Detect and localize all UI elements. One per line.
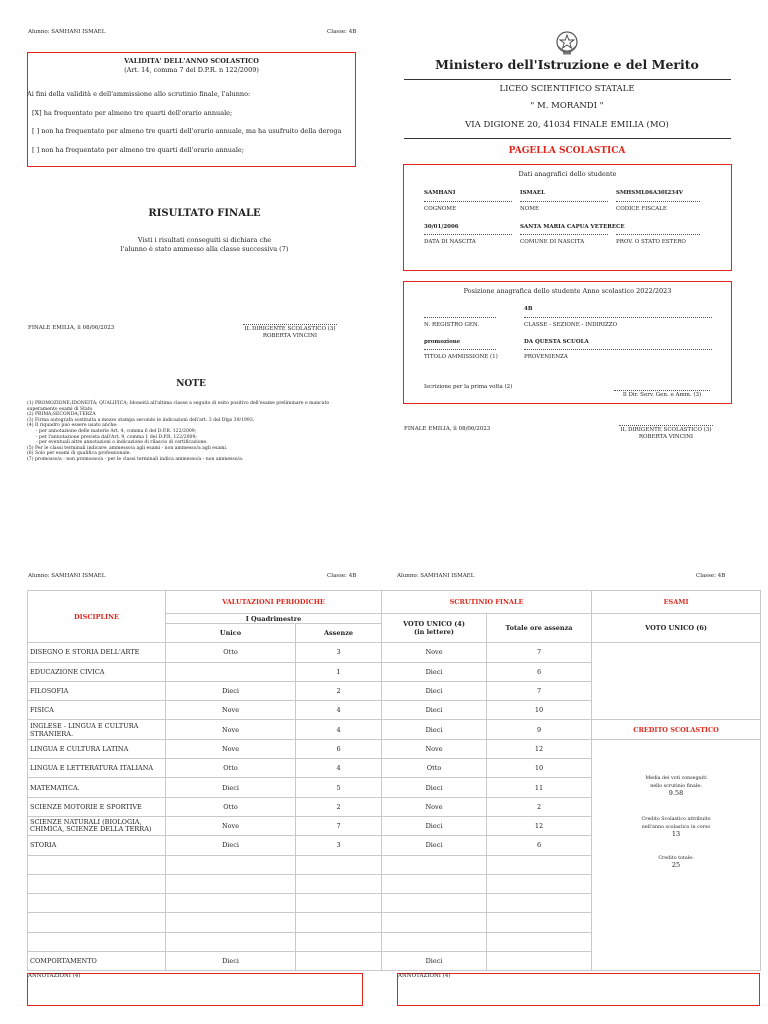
final-result-line-2: l'alunno è stato ammesso alla classe successiva (7): [120, 245, 289, 253]
absence-hours-cell: 7: [487, 643, 592, 662]
report-card-title: PAGELLA SCOLASTICA: [508, 146, 626, 156]
credit-header: CREDITO SCOLASTICO: [592, 720, 761, 739]
single-grade-cell: Otto: [166, 797, 296, 816]
dsga-signature-label: Il Dir. Serv. Gen. e Amm. (3): [622, 392, 702, 398]
note-line: (5) Per le classi terminali indicare: ammesso/a agli esami - non ammesso/a agli esami.: [27, 445, 228, 451]
subjects-header: DISCIPLINE: [28, 591, 166, 643]
credit-total-value: 25: [671, 860, 681, 869]
absence-hours-cell: 10: [487, 701, 592, 720]
principal-title-right: IL DIRIGENTE SCOLASTICO (3): [620, 427, 712, 433]
subject-cell: LINGUA E CULTURA LATINA: [28, 739, 166, 758]
class-top-left: Classe: 4B: [327, 29, 357, 35]
subject-cell: LINGUA E LETTERATURA ITALIANA: [28, 759, 166, 778]
absences-cell: 1: [296, 662, 382, 681]
admission-value: promozione: [424, 339, 461, 345]
table-row: [28, 643, 761, 662]
personal-data-title: Dati anagrafici dello studente: [518, 170, 617, 178]
birth-city-label: COMUNE DI NASCITA: [520, 239, 585, 245]
exams-header: ESAMI: [592, 591, 761, 614]
final-vote-cell: Dieci: [382, 836, 487, 855]
absences-cell: 4: [296, 720, 382, 739]
note-line: - per l'annotazione prevista dall'Art. 9, comma 1 del D.P.R. 122/2009;: [36, 434, 197, 440]
exam-grade-cell: [592, 643, 761, 720]
conduct-final-vote-cell: Dieci: [382, 952, 487, 971]
registry-number-label: N. REGISTRO GEN.: [424, 322, 480, 328]
grades-table: [27, 590, 761, 971]
personal-data-box: [403, 164, 732, 271]
note-line: - per annotazione delle materie Art. 4, comma 6 del D.P.R. 122/2009;: [36, 428, 197, 434]
conduct-subject-cell: COMPORTAMENTO: [28, 952, 166, 971]
republic-emblem-icon: [555, 30, 579, 56]
single-grade-cell: Otto: [166, 759, 296, 778]
absence-hours-cell: 12: [487, 816, 592, 835]
final-result-line-1: Visti i risultati conseguiti si dichiara che: [137, 236, 272, 244]
conduct-absence-hours-cell: [487, 952, 592, 971]
periodic-header: VALUTAZIONI PERIODICHE: [166, 591, 382, 614]
absences-header: Assenze: [296, 624, 382, 643]
note-line: (1) PROMOZIONE;IDONEITÀ; QUALIFICA; Idoneità all'ultima classe a seguito di esito positivo dell'esame preliminare e mancato: [27, 401, 330, 406]
principal-name-left: ROBERTA VINCINI: [262, 333, 318, 339]
annotations-label-left: ANNOTAZIONI (4): [28, 973, 81, 979]
validity-option-1: [X] ha frequentato per almeno tre quarti dell'orario annuale;: [32, 109, 233, 117]
credit-details-cell: [592, 739, 761, 971]
credit-attributed-label-1: Credito Scolastico attribuito: [641, 816, 711, 822]
conduct-single-grade-cell: Dieci: [166, 952, 296, 971]
note-line: (7) promosso/a - non promosso/a - per le classi terminali indica ammesso/a - non ammesso/a.: [27, 456, 244, 462]
single-grade-cell: Otto: [166, 643, 296, 662]
term-header: I Quadrimestre: [166, 614, 382, 624]
absences-cell: 3: [296, 836, 382, 855]
subject-cell: STORIA: [28, 836, 166, 855]
notes-title: NOTE: [176, 379, 206, 389]
origin-value: DA QUESTA SCUOLA: [524, 339, 589, 345]
final-vote-cell: Nove: [382, 643, 487, 662]
student-name-bottom-left: Alunno: SAMHANI ISMAEL: [28, 573, 106, 579]
single-grade-cell: Dieci: [166, 681, 296, 700]
validity-intro: Ai fini della validità e dell'ammissione allo scrutinio finale, l'alunno:: [27, 90, 251, 98]
principal-name-right: ROBERTA VINCINI: [638, 434, 694, 440]
absence-hours-cell: 2: [487, 797, 592, 816]
school-name: " M. MORANDI ": [530, 101, 604, 111]
origin-label: PROVENIENZA: [524, 354, 568, 360]
conduct-absences-cell: [296, 952, 382, 971]
name-value: ISMAEL: [520, 190, 545, 196]
surname-value: SAMHANI: [424, 190, 456, 196]
name-label: NOME: [520, 206, 539, 212]
birth-prov-label: PROV. O STATO ESTERO: [616, 239, 686, 245]
table-row: [28, 720, 761, 739]
absences-cell: 2: [296, 681, 382, 700]
absence-hours-cell: 12: [487, 739, 592, 758]
single-grade-cell: Nove: [166, 720, 296, 739]
note-line: (2) PRIMA;SECONDA;TERZA: [27, 412, 96, 418]
note-line: (3) Firma autografa sostituita a mezzo stampa secondo le indicazioni dell'art. 3 del Dlgs 39/1993.: [27, 417, 255, 423]
absence-hours-cell: 6: [487, 662, 592, 681]
subject-cell: SCIENZE NATURALI (BIOLOGIA, CHIMICA, SCIENZE DELLA TERRA): [28, 816, 166, 835]
final-vote-cell: Dieci: [382, 816, 487, 835]
absence-hours-cell: 10: [487, 759, 592, 778]
final-header: SCRUTINIO FINALE: [382, 591, 592, 614]
single-grade-cell: Nove: [166, 701, 296, 720]
school-type: LICEO SCIENTIFICO STATALE: [499, 84, 635, 94]
first-enrolment-label: Iscrizione per la prima volta (2): [424, 384, 513, 390]
single-grade-cell: Nove: [166, 739, 296, 758]
validity-option-3: [ ] non ha frequentato per almeno tre quarti dell'orario annuale;: [32, 146, 244, 154]
tax-code-label: CODICE FISCALE: [616, 206, 667, 212]
subject-cell: FILOSOFIA: [28, 681, 166, 700]
absences-cell: 7: [296, 816, 382, 835]
admission-label: TITOLO AMMISSIONE (1): [424, 354, 498, 360]
school-address: VIA DIGIONE 20, 41034 FINALE EMILIA (MO): [465, 120, 669, 130]
student-name-bottom-right: Alunno: SAMHANI ISMAEL: [397, 573, 475, 579]
tax-code-value: SMHSML06A30I234V: [616, 190, 684, 196]
final-vote-cell: Dieci: [382, 778, 487, 797]
single-grade-cell: Dieci: [166, 836, 296, 855]
absence-hours-cell: 11: [487, 778, 592, 797]
vote-header: [382, 614, 487, 643]
final-vote-cell: Otto: [382, 759, 487, 778]
credit-avg-value: 9.58: [668, 788, 684, 797]
surname-label: COGNOME: [424, 206, 457, 212]
note-line: superamento esami di Stato: [27, 406, 93, 412]
final-vote-cell: Nove: [382, 797, 487, 816]
absence-hours-cell: 6: [487, 836, 592, 855]
absences-cell: 2: [296, 797, 382, 816]
birth-date-value: 30/01/2006: [424, 224, 459, 230]
subject-cell: SCIENZE MOTORIE E SPORTIVE: [28, 797, 166, 816]
absences-cell: 4: [296, 759, 382, 778]
absence-hours-cell: 7: [487, 681, 592, 700]
place-date-right: FINALE EMILIA, lì 08/06/2023: [404, 426, 491, 432]
single-grade-cell: Nove: [166, 816, 296, 835]
annotations-label-right: ANNOTAZIONI (4): [398, 973, 451, 979]
subject-cell: INGLESE - LINGUA E CULTURA STRANIERA.: [28, 720, 166, 739]
vote-header-line-2: (in lettere): [414, 628, 454, 637]
notes-list: [27, 401, 367, 463]
table-row: [28, 739, 761, 758]
credit-avg-label-2: nello scrutinio finale:: [650, 783, 702, 789]
validity-option-2: [ ] non ha frequentato per almeno tre quarti dell'orario annuale, ma ha usufruito della deroga: [32, 127, 342, 135]
final-vote-cell: Nove: [382, 739, 487, 758]
validity-title: VALIDITA' DELL'ANNO SCOLASTICO: [124, 57, 259, 65]
vote-header-line-1: VOTO UNICO (4): [403, 620, 465, 629]
note-line: (6) Solo per esami di qualifica professionale.: [27, 451, 131, 457]
validity-subtitle: (Art. 14, comma 7 del D.P.R. n 122/2009): [124, 66, 259, 74]
absence-hours-cell: 9: [487, 720, 592, 739]
subject-cell: EDUCAZIONE CIVICA: [28, 662, 166, 681]
subject-cell: DISEGNO E STORIA DELL'ARTE: [28, 643, 166, 662]
credit-attributed-value: 13: [671, 829, 681, 838]
single-grade-cell: [166, 662, 296, 681]
student-name-top-left: Alunno: SAMHANI ISMAEL: [28, 29, 106, 35]
absences-cell: 4: [296, 701, 382, 720]
exam-vote-header: VOTO UNICO (6): [592, 614, 761, 643]
credit-attributed-label-2: nell'anno scolastico in corso: [641, 824, 711, 830]
final-vote-cell: Dieci: [382, 701, 487, 720]
absences-cell: 6: [296, 739, 382, 758]
registry-title: Posizione anagrafica dello studente Anno scolastico 2022/2023: [463, 287, 672, 295]
birth-city-value: SANTA MARIA CAPUA VETERE: [520, 224, 617, 230]
final-vote-cell: Dieci: [382, 681, 487, 700]
class-section-label: CLASSE - SEZIONE - INDIRIZZO: [524, 322, 618, 328]
credit-total-label: Credito totale:: [658, 855, 694, 861]
absences-cell: 3: [296, 643, 382, 662]
subject-cell: MATEMATICA.: [28, 778, 166, 797]
credit-avg-label-1: Media dei voti conseguiti: [645, 775, 707, 781]
birth-prov-value: CE: [616, 224, 625, 230]
absences-cell: 5: [296, 778, 382, 797]
single-grade-cell: Dieci: [166, 778, 296, 797]
final-result-title: RISULTATO FINALE: [148, 208, 261, 219]
ministry-title: Ministero dell'Istruzione e del Merito: [435, 57, 699, 72]
class-bottom-right: Classe: 4B: [696, 573, 726, 579]
birth-date-label: DATA DI NASCITA: [424, 239, 476, 245]
single-header: Unico: [166, 624, 296, 643]
annotations-box-right: [397, 973, 760, 1006]
principal-title-left: IL DIRIGENTE SCOLASTICO (3): [244, 326, 336, 332]
total-absence-header: Totale ore assenza: [487, 614, 592, 643]
final-vote-cell: Dieci: [382, 720, 487, 739]
subject-cell: FISICA: [28, 701, 166, 720]
class-value: 4B: [524, 306, 533, 312]
note-line: (4) Il riquadro può essere usato anche:: [27, 423, 118, 429]
note-line: - per eventuali altre annotazioni o indicazione di rilascio di certificazione.: [36, 440, 208, 446]
class-bottom-left: Classe: 4B: [327, 573, 357, 579]
final-vote-cell: Dieci: [382, 662, 487, 681]
place-date-left: FINALE EMILIA, lì 08/06/2023: [28, 325, 115, 331]
